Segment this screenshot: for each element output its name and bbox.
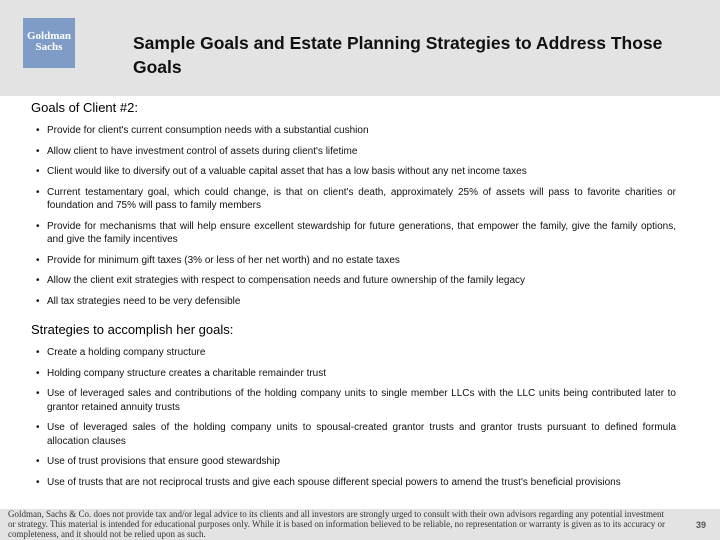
goal-text: Current testamentary goal, which could change, is that on client's death, approximately 25% of assets will pass to favorite charities or foundation and 75% will pass to family members [47, 186, 676, 211]
list-item [36, 476, 676, 490]
goal-text: Provide for minimum gift taxes (3% or less of her net worth) and no estate taxes [47, 254, 400, 266]
strategy-text: Holding company structure creates a charitable remainder trust [47, 367, 327, 379]
goal-text: Allow client to have investment control of assets during client's lifetime [47, 145, 358, 157]
disclaimer-text: Goldman, Sachs & Co. does not provide tax and/or legal advice to its clients and all investors are strongly urged to consult with their own advisors regarding any potential investment or strategy. This material is intended for educational purposes only. While it is based on information believed to be reliable, no representation or warranty is given as to its accuracy or completeness, and it should not be relied upon as such. [8, 509, 666, 539]
strategy-text: Create a holding company structure [47, 347, 206, 358]
goldman-sachs-logo [23, 18, 75, 68]
bullet-icon: • [36, 186, 40, 198]
list-item [36, 346, 676, 360]
list-item [36, 295, 676, 309]
goal-text: All tax strategies need to be very defensible [47, 295, 241, 307]
bullet-icon: • [36, 367, 40, 379]
goals-heading: Goals of Client #2: [31, 100, 138, 115]
bullet-icon: • [36, 125, 40, 136]
strategies-heading: Strategies to accomplish her goals: [31, 322, 234, 337]
bullet-icon: • [36, 275, 40, 286]
footer-band [0, 509, 720, 540]
goal-text: Client would like to diversify out of a valuable capital asset that has a low basis without any net income taxes [47, 166, 527, 177]
list-item [36, 254, 676, 268]
strategy-text: Use of trust provisions that ensure good stewardship [47, 456, 280, 467]
page-number: 39 [695, 520, 706, 530]
logo-line-2: Sachs [35, 41, 63, 53]
logo-line-1: Goldman [26, 30, 71, 42]
bullet-icon: • [36, 347, 40, 358]
goals-list [36, 124, 676, 308]
bullet-icon: • [36, 295, 40, 307]
page-title: Sample Goals and Estate Planning Strategies to Address Those Goals [133, 33, 663, 77]
goal-text: Provide for mechanisms that will help ensure excellent stewardship for future generations, that empower the family, give the family options, and give the family incentives [47, 220, 676, 245]
bullet-icon: • [36, 220, 40, 232]
list-item [36, 186, 676, 213]
bullet-icon: • [36, 145, 40, 157]
strategies-list [36, 346, 676, 489]
bullet-icon: • [36, 422, 40, 433]
bullet-icon: • [36, 254, 40, 266]
bullet-icon: • [36, 456, 40, 467]
strategy-text: Use of trusts that are not reciprocal trusts and give each spouse different special powers to amend the trust's beneficial provisions [47, 476, 621, 488]
list-item [36, 421, 676, 448]
list-item [36, 220, 676, 247]
list-item [36, 387, 676, 414]
bullet-icon: • [36, 476, 40, 488]
list-item [36, 455, 676, 469]
bullet-icon: • [36, 388, 40, 399]
list-item [36, 145, 676, 159]
strategy-text: Use of leveraged sales of the holding company units to spousal-created grantor trusts and grantor trusts pursuant to defined formula allocation clauses [47, 422, 676, 447]
goal-text: Provide for client's current consumption needs with a substantial cushion [47, 125, 369, 136]
list-item [36, 274, 676, 288]
header-band [0, 0, 720, 96]
list-item [36, 367, 676, 381]
bullet-icon: • [36, 166, 40, 177]
list-item [36, 165, 676, 179]
list-item [36, 124, 676, 138]
strategy-text: Use of leveraged sales and contributions of the holding company units to single member LLCs with the LLC units being contributed later to grantor retained annuity trusts [47, 388, 676, 413]
goal-text: Allow the client exit strategies with respect to compensation needs and future ownership of the family legacy [47, 275, 526, 286]
